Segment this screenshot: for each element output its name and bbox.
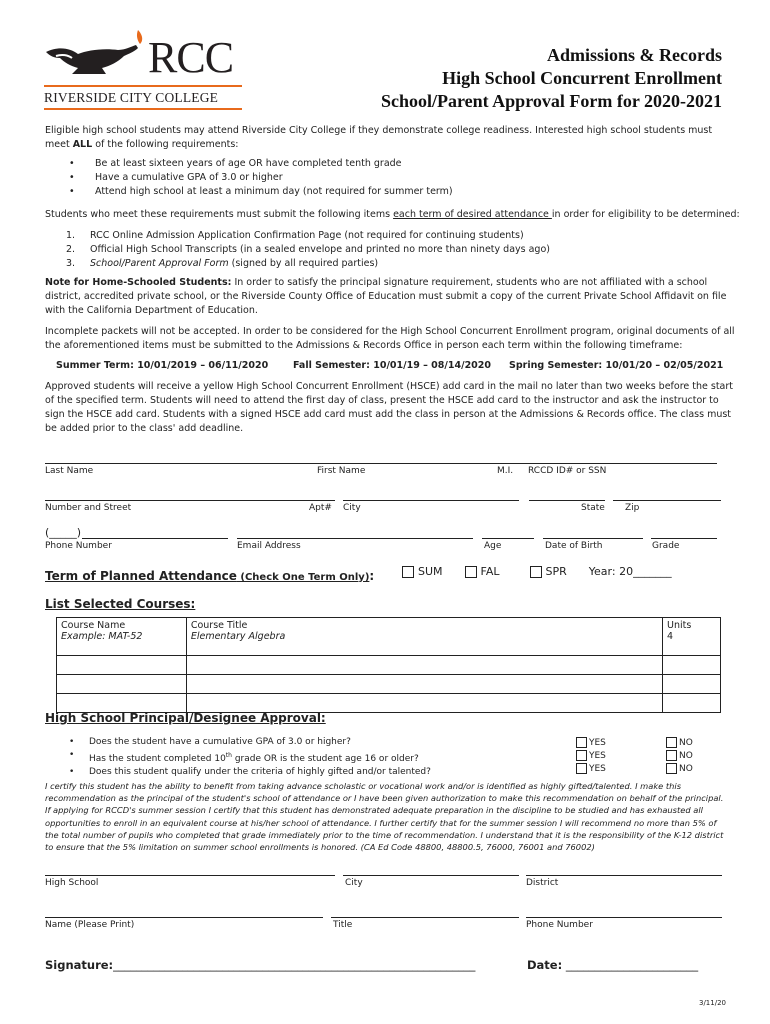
attendance-title: Term of Planned Attendance <box>45 569 237 583</box>
grade-field[interactable] <box>651 538 717 539</box>
state-label: State <box>581 503 605 513</box>
submit-after: in order for eligibility to be determined: <box>551 209 740 220</box>
phone-label: Phone Number <box>45 541 112 551</box>
first-name-label: First Name <box>317 466 366 476</box>
phone-field[interactable] <box>82 538 228 539</box>
yes-column: YES YES YES <box>576 737 606 776</box>
high-school-label: High School <box>45 878 99 888</box>
table-row <box>57 675 721 694</box>
table-row <box>57 694 721 713</box>
course-name-example: Example: MAT-52 <box>61 631 143 642</box>
no-checkbox-gifted[interactable] <box>666 763 677 774</box>
signature-field[interactable]: _______________________________________________________________ <box>113 958 476 972</box>
revision-date: 3/11/20 <box>699 999 726 1007</box>
principal-name-label: Name (Please Print) <box>45 920 135 930</box>
principal-title-label: Title <box>333 920 353 930</box>
approved-paragraph: Approved students will receive a yellow High School Concurrent Enrollment (HSCE) add card in the mail no later than two weeks before the start of the specified term. Students will need to attend the first day of class, present the HSCE add card to the instructor and ask the instructor to sign the HSCE add card. Students with a signed HSCE add card must add the class in person at the Admissions & Records office. The class must be added prior to the class' add deadline. <box>45 381 733 434</box>
submit-item: 1. RCC Online Admission Application Confirmation Page (not required for continuing students) <box>66 230 524 241</box>
units-header: Units <box>667 620 692 631</box>
zip-label: Zip <box>625 503 640 513</box>
email-label: Email Address <box>237 541 301 551</box>
term-checkboxes <box>402 565 672 578</box>
age-label: Age <box>484 541 502 551</box>
submit-instructions <box>45 208 745 222</box>
logo-name: RIVERSIDE CITY COLLEGE <box>44 90 219 105</box>
intro-paragraph <box>45 124 735 152</box>
principal-phone-field[interactable] <box>526 917 722 918</box>
attendance-note: (Check One Term Only) <box>236 572 370 583</box>
no-checkbox-gpa[interactable] <box>666 737 677 748</box>
state-field[interactable] <box>529 500 605 501</box>
spr-checkbox[interactable] <box>530 566 542 578</box>
question-gifted: • Does this student qualify under the criteria of highly gifted and/or talented? <box>45 766 565 779</box>
question-gpa: • Does the student have a cumulative GPA of 3.0 or higher? <box>45 736 565 749</box>
apt-label: Apt# <box>309 503 332 513</box>
sum-label: SUM <box>418 565 443 578</box>
yes-checkbox-grade[interactable] <box>576 750 587 761</box>
mi-label: M.I. <box>497 466 514 476</box>
city-field[interactable] <box>343 500 519 501</box>
term-summer: Summer Term: 10/01/2019 – 06/11/2020 <box>56 360 269 371</box>
course-title-example: Elementary Algebra <box>190 631 286 642</box>
phone-prefix: (_____) <box>45 526 82 539</box>
city-label: City <box>343 503 361 513</box>
rccd-id-label: RCCD ID# or SSN <box>528 466 607 476</box>
school-city-label: City <box>345 878 363 888</box>
attendance-row: Term of Planned Attendance (Check One Term Only): <box>45 569 375 583</box>
principal-title-field[interactable] <box>331 917 519 918</box>
year-field[interactable]: Year: 20_______ <box>588 565 672 578</box>
sum-checkbox[interactable] <box>402 566 414 578</box>
dob-field[interactable] <box>543 538 643 539</box>
incomplete-notice: Incomplete packets will not be accepted. In order to be considered for the High School Concurrent Enrollment program, original documents of all the aforementioned items must be submitted to the Admissions & Records Office in person each term within the following timeframe: <box>45 326 735 351</box>
principal-title: High School Principal/Designee Approval: <box>45 711 326 725</box>
yes-checkbox-gpa[interactable] <box>576 737 587 748</box>
question-grade: • Has the student completed 10th grade OR is the student age 16 or older? <box>45 749 565 766</box>
submit-item: 2. Official High School Transcripts (in a sealed envelope and printed no more than ninety days ago) <box>66 244 550 255</box>
submit-before: Students who meet these requirements must submit the following items <box>45 209 394 220</box>
zip-field[interactable] <box>613 500 721 501</box>
table-row <box>57 618 721 656</box>
homeschool-text: In order to satisfy the principal signature requirement, students who are not affiliated with a school district, accredited private school, or the Riverside County Office of Education must submit a copy of the current Private School Affidavit on file with the California Department of Education. <box>45 277 727 316</box>
course-title-header: Course Title <box>190 620 248 631</box>
term-fall: Fall Semester: 10/01/19 – 08/14/2020 <box>293 360 492 371</box>
courses-table <box>56 617 721 713</box>
form-header <box>381 44 722 113</box>
table-row <box>57 656 721 675</box>
lamp-icon <box>44 28 146 80</box>
courses-title: List Selected Courses: <box>45 597 196 611</box>
header-line-2: High School Concurrent Enrollment <box>442 68 722 88</box>
intro-text-1: Eligible high school students may attend Riverside City College if they demonstrate college readiness. Interested high school students must meet <box>45 125 713 150</box>
course-name-header: Course Name <box>61 620 126 631</box>
intro-text-2: of the following requirements: <box>92 139 239 150</box>
no-checkbox-grade[interactable] <box>666 750 677 761</box>
email-field[interactable] <box>237 538 473 539</box>
principal-questions <box>45 736 565 779</box>
fal-checkbox[interactable] <box>465 566 477 578</box>
no-column: NO NO NO <box>666 737 693 776</box>
homeschool-label: Note for Home-Schooled Students: <box>45 277 232 288</box>
age-field[interactable] <box>482 538 534 539</box>
submit-item: 3. School/Parent Approval Form (signed by all required parties) <box>66 258 379 269</box>
yes-checkbox-gifted[interactable] <box>576 763 587 774</box>
last-name-label: Last Name <box>45 466 94 476</box>
header-line-1: Admissions & Records <box>546 45 722 65</box>
date-row <box>527 958 698 972</box>
fal-label: FAL <box>480 565 500 578</box>
submit-list <box>66 229 746 271</box>
submit-underlined: each term of desired attendance <box>393 209 552 220</box>
logo-abbr: RCC <box>148 33 234 82</box>
requirement-item: • Be at least sixteen years of age OR have completed tenth grade <box>45 157 735 171</box>
grade-label: Grade <box>652 541 680 551</box>
intro-all: ALL <box>72 139 93 150</box>
spr-label: SPR <box>545 565 567 578</box>
date-field[interactable]: _______________________ <box>565 958 699 972</box>
requirements-list <box>45 157 735 199</box>
district-label: District <box>526 878 559 888</box>
signature-row <box>45 958 475 972</box>
term-spring: Spring Semester: 10/01/20 – 02/05/2021 <box>509 360 724 371</box>
units-example: 4 <box>667 631 674 642</box>
header-line-3: School/Parent Approval Form for 2020-2021 <box>381 91 722 111</box>
certification-text: I certify this student has the ability to benefit from taking advance scholastic or vocational work and/or is identified as highly gifted/talented. I make this recommendation as the principal of the student's school of attendance or I have been given authorization to make this recommendation on behalf of the principal. If applying for RCCD's summer session I certify that this student has demonstrated adequate preparation in the discipline to be studied and has exhausted all opportunities to enroll in an equivalent course at his/her school of attendance. I further certify that for the summer session I will recommend no more than 5% of the total number of pupils who completed that grade immediately prior to the time of recommendation. I understand that it is the responsibility of the K-12 district to ensure that the 5% limitation on summer school enrollments is honored. (CA Ed Code 48800, 48800.5, 76000, 76001 and 76002) <box>45 781 724 853</box>
signature-label: Signature: <box>45 958 114 972</box>
street-label: Number and Street <box>45 503 132 513</box>
dob-label: Date of Birth <box>545 541 603 551</box>
district-field[interactable] <box>526 875 722 876</box>
requirement-item: • Attend high school at least a minimum day (not required for summer term) <box>45 185 735 199</box>
requirement-item: • Have a cumulative GPA of 3.0 or higher <box>45 171 735 185</box>
school-city-field[interactable] <box>343 875 519 876</box>
street-field[interactable] <box>45 500 335 501</box>
homeschool-note <box>45 276 735 318</box>
date-label: Date: <box>527 958 563 972</box>
high-school-field[interactable] <box>45 875 335 876</box>
rcc-logo <box>44 28 244 110</box>
name-field[interactable] <box>45 463 717 464</box>
principal-name-field[interactable] <box>45 917 323 918</box>
principal-phone-label: Phone Number <box>526 920 593 930</box>
